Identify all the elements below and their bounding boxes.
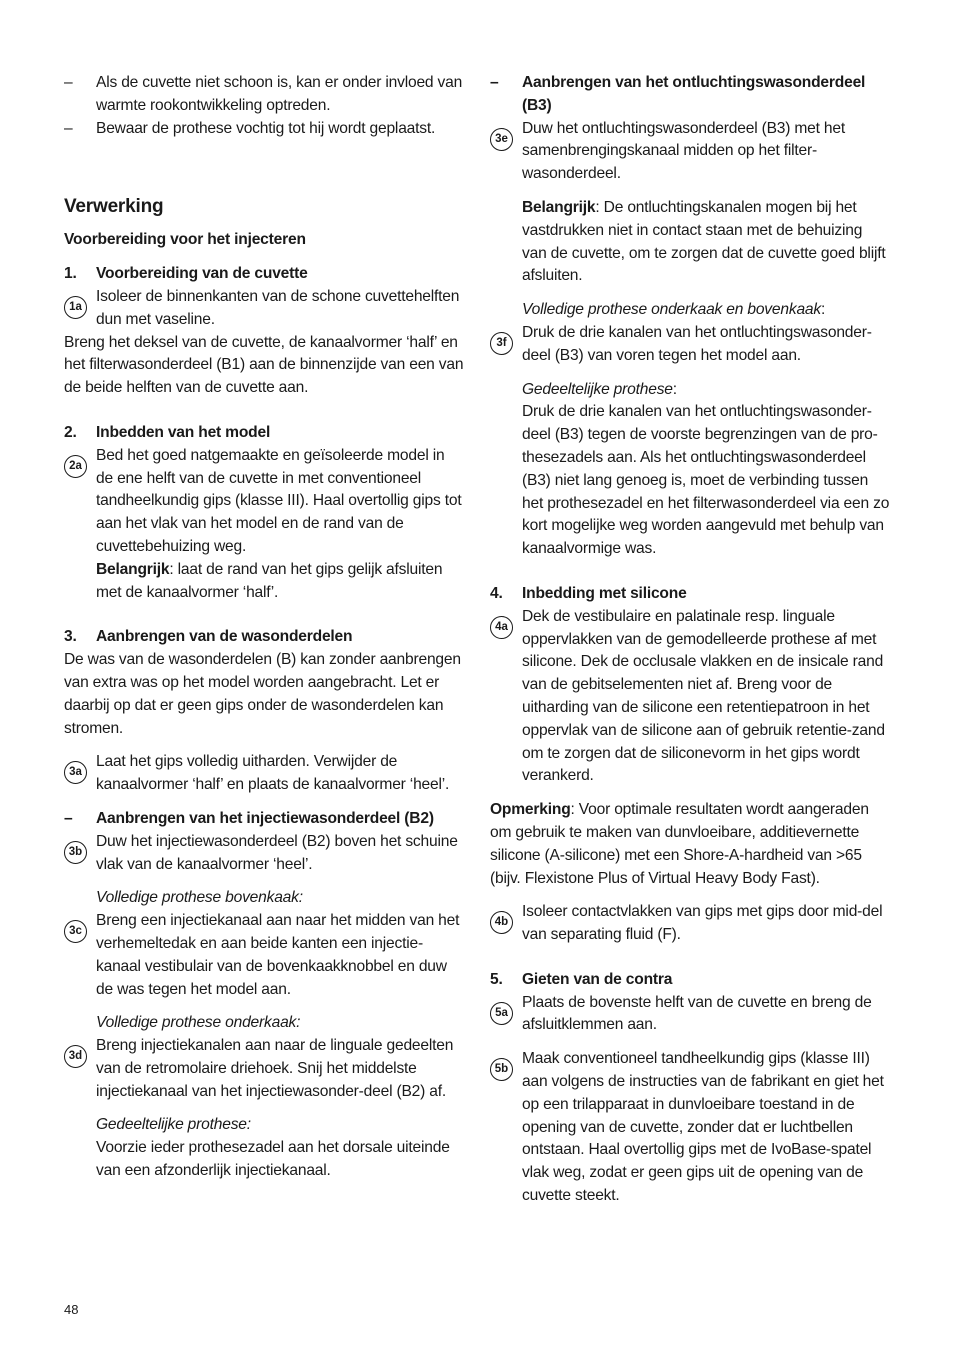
- right-column: [490, 72, 890, 1208]
- paragraph: [490, 197, 890, 288]
- step-badge-icon: 3c: [64, 910, 96, 1001]
- dash: –: [490, 74, 499, 91]
- dash: –: [64, 74, 73, 91]
- step-badge-icon: 3b: [64, 831, 96, 877]
- bullet-item: [64, 72, 464, 118]
- step-title: Voorbereiding van de cuvette: [96, 265, 308, 283]
- instruction-3e: [490, 118, 890, 186]
- instruction-5a: [490, 992, 890, 1038]
- instruction-text: Druk de drie kanalen van het ontluchtingswasonder-deel (B3) van voren tegen het model aan.: [522, 323, 872, 364]
- step-heading: [64, 422, 464, 445]
- italic-label: Volledige prothese onderkaak:: [96, 1014, 301, 1032]
- instruction-text: Laat het gips volledig uitharden. Verwijder de kanaalvormer ‘half’ en plaats de kanaalvormer ‘heel’.: [96, 753, 450, 794]
- step-heading: [490, 969, 890, 992]
- subsection-heading: Voorbereiding voor het injecteren: [64, 231, 306, 249]
- step-heading: [64, 263, 464, 286]
- italic-label: Gedeeltelijke prothese:: [96, 1116, 251, 1134]
- bullet-text: Bewaar de prothese vochtig tot hij wordt geplaatst.: [96, 119, 436, 137]
- important-label: Belangrijk: [522, 198, 596, 216]
- step-number: 4.: [490, 584, 503, 602]
- step-number: 1.: [64, 265, 77, 283]
- section-heading: Verwerking: [64, 196, 164, 218]
- dash: –: [64, 809, 73, 827]
- step-badge-icon: 5a: [490, 992, 522, 1038]
- instruction-3a: [64, 751, 464, 797]
- step-title: Aanbrengen van de wasonderdelen: [96, 628, 353, 646]
- instruction-text: Breng injectiekanalen aan naar de linguale gedeelten van de retromolaire driehoek. Snij het middelste injectiekanaal van het injectiewasonder-deel (B2) af.: [96, 1037, 454, 1100]
- instruction-3d: [64, 1035, 464, 1103]
- paragraph: [490, 799, 890, 890]
- important-text: : De ontluchtingskanalen mogen bij het vastdrukken niet in contact staan met de behuizing van de cuvette, om te zorgen dat de cuvette goed blijft afsluiten.: [522, 198, 886, 285]
- sub-heading: [490, 72, 890, 118]
- step-number: 5.: [490, 970, 503, 988]
- step-number: 2.: [64, 423, 77, 441]
- left-column: [64, 72, 464, 1183]
- step-badge-icon: 5b: [490, 1048, 522, 1208]
- italic-label: Volledige prothese onderkaak en bovenkaak:: [522, 301, 826, 319]
- italic-label: Volledige prothese bovenkaak:: [96, 889, 303, 907]
- instruction-4b: [490, 901, 890, 947]
- instruction-text: Breng een injectiekanaal aan naar het midden van het verhemeltedak en aan beide kanten een injectie-kanaal vestibulair van de bovenkaakknobbel en duw de was tegen het model aan.: [96, 912, 460, 998]
- important-text: : laat de rand van het gips gelijk afsluiten met de kanaalvormer ‘half’.: [96, 560, 443, 601]
- step-heading: [64, 626, 464, 649]
- page-number: 48: [64, 1302, 79, 1317]
- note-label: Opmerking: [490, 801, 571, 819]
- dash: –: [64, 119, 73, 137]
- instruction-5b: [490, 1048, 890, 1208]
- step-badge-icon: 3a: [64, 751, 96, 797]
- step-heading: [490, 583, 890, 606]
- instruction-text: Dek de vestibulaire en palatinale resp. linguale oppervlakken van de gemodelleerde prothese af met silicone. Dek de occlusale vlakken en de insicale rand van de gebitselementen niet af. Breng voor de uitharding van de silicone een retentiepatroon in het oppervlak van de silicone aan of gebruik retentie-zand om te zorgen dat de siliconevorm in het gips wordt verankerd.: [522, 607, 885, 785]
- sub-heading: [64, 808, 464, 831]
- italic-label: Gedeeltelijke prothese:: [522, 380, 677, 398]
- step-badge-icon: 3d: [64, 1035, 96, 1103]
- step-badge-icon: 4a: [490, 606, 522, 788]
- instruction-text: Bed het goed natgemaakte en geïsoleerde model in de ene helft van de cuvette in met conventioneel tandheelkundig gips (klasse III). Haal overtollig gips tot aan het vlak van het model en de rand van de cuvettebehuizing weg.: [96, 446, 462, 555]
- instruction-3c: [64, 910, 464, 1001]
- instruction-2a: [64, 445, 464, 605]
- step-badge-icon: 2a: [64, 445, 96, 605]
- step-title: Inbedden van het model: [96, 423, 271, 441]
- instruction-3b: [64, 831, 464, 877]
- paragraph: Breng het deksel van de cuvette, de kanaalvormer ‘half’ en het filterwasonderdeel (B1) aan de binnenzijde van een van de beide helften van de cuvette aan.: [64, 333, 464, 397]
- instruction-text: Duw het injectiewasonderdeel (B2) boven het schuine vlak van de kanaalvormer ‘heel’.: [96, 832, 458, 873]
- step-title: Gieten van de contra: [522, 970, 673, 988]
- instruction-text: Maak conventioneel tandheelkundig gips (klasse III) aan volgens de instructies van de fabrikant en giet het op een trilapparaat in dunvloeibare toestand in de opening van de cuvette, zonder dat er luchtbellen ontstaan. Haal overtollig gips met de IvoBase-spatel vlak weg, zodat er geen gips uit de opening van de cuvette steekt.: [522, 1050, 884, 1205]
- step-badge-icon: 1a: [64, 286, 96, 332]
- sub-heading-text: Aanbrengen van het ontluchtingswasonderdeel (B3): [522, 74, 866, 114]
- important-label: Belangrijk: [96, 560, 170, 578]
- instruction-1a: [64, 286, 464, 332]
- paragraph: Voorzie ieder prothesezadel aan het dorsale uiteinde van een afzonderlijk injectiekanaal.: [96, 1139, 450, 1180]
- instruction-text: Isoleer contactvlakken van gips met gips door mid-del van separating fluid (F).: [522, 903, 883, 944]
- step-badge-icon: 4b: [490, 901, 522, 947]
- instruction-3f: [490, 322, 890, 368]
- paragraph: De was van de wasonderdelen (B) kan zonder aanbrengen van extra was op het model worden aangebracht. Let er daarbij op dat er geen gips onder de wasonderdelen kan stromen.: [64, 651, 461, 737]
- bullet-text: Als de cuvette niet schoon is, kan er onder invloed van warmte rookontwikkeling optreden.: [96, 74, 463, 114]
- step-badge-icon: 3e: [490, 118, 522, 186]
- instruction-4a: [490, 606, 890, 788]
- instruction-text: Duw het ontluchtingswasonderdeel (B3) met het samenbrengingskanaal midden op het filter-wasonderdeel.: [522, 119, 845, 183]
- paragraph: Druk de drie kanalen van het ontluchtingswasonder-deel (B3) tegen de voorste begrenzingen van de pro-thesezadels aan. Als het ontluchtingswasonderdeel (B3) niet lang genoeg is, moet de verbinding tussen het prothesezadel en het filterwasonderdeel via een zo kort mogelijke weg worden aangevuld met behulp van kanaalvormige was.: [522, 403, 890, 558]
- instruction-text: Isoleer de binnenkanten van de schone cuvettehelften dun met vaseline.: [96, 287, 460, 328]
- bullet-item: [64, 118, 464, 141]
- step-badge-icon: 3f: [490, 322, 522, 368]
- sub-heading-text: Aanbrengen van het injectiewasonderdeel (B2): [96, 809, 434, 827]
- instruction-text: Plaats de bovenste helft van de cuvette en breng de afsluitklemmen aan.: [522, 993, 872, 1034]
- step-number: 3.: [64, 628, 77, 646]
- step-title: Inbedding met silicone: [522, 584, 687, 602]
- note-text: : Voor optimale resultaten wordt aangeraden om gebruik te maken van dunvloeibare, additievernette silicone (A-silicone) met een Shore-A-hardheid van >65 (bijv. Flexistone Plus of Virtual Heavy Body Fast).: [490, 801, 869, 887]
